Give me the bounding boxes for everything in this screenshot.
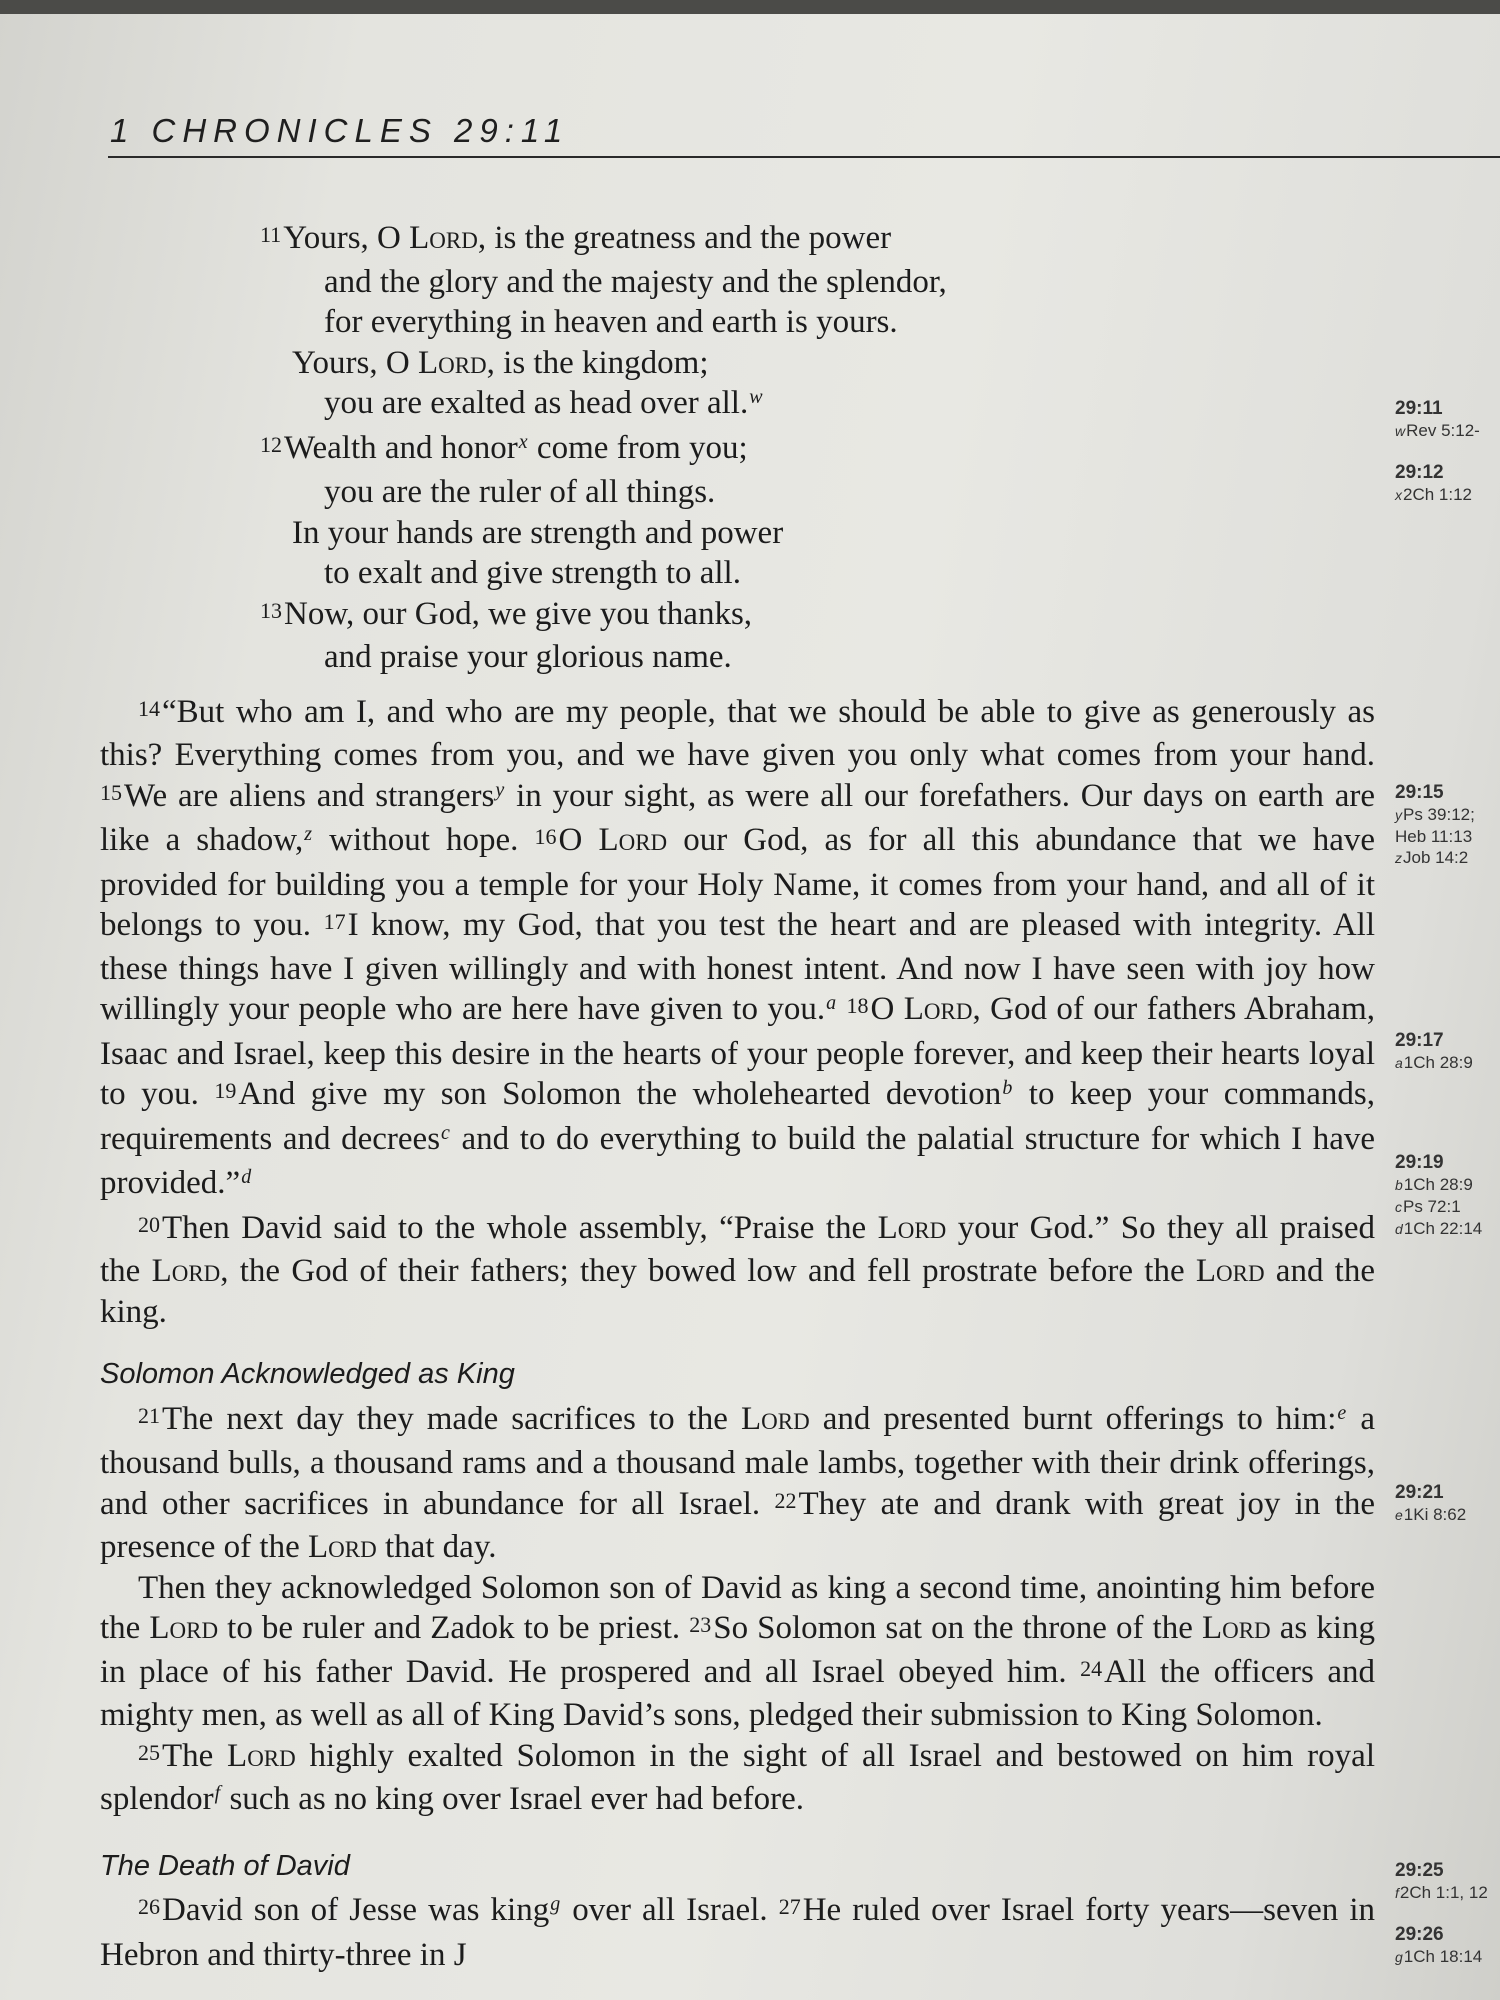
paragraph (100, 1890, 1375, 1975)
text-run: come from you; (528, 429, 748, 466)
footnote-marker: x (518, 430, 528, 453)
poetry-line (100, 594, 1375, 638)
cross-reference (1395, 462, 1472, 506)
cross-reference-line (1395, 1504, 1466, 1526)
cross-reference-verse: 29:26 (1395, 1924, 1444, 1945)
footnote-marker: d (241, 1166, 252, 1188)
cross-reference (1395, 398, 1480, 442)
text-run: our God, as for all this abundance that we have provided for building you a temple for your Holy Name, it comes from your hand, and all of it belongs to you. (100, 822, 1376, 943)
paragraph (100, 692, 1375, 1208)
cross-reference-text: Heb 11:13 (1395, 827, 1473, 846)
text-run: Then David said to the whole assembly, “Praise the (162, 1209, 878, 1246)
text-run: David son of Jesse was king (162, 1892, 550, 1928)
verse-number: 13 (260, 597, 282, 623)
text-run: In your hands are strength and power (292, 514, 784, 551)
text-run: Yours, O (292, 344, 418, 381)
text-run (837, 991, 846, 1027)
poetry-line (100, 218, 1375, 262)
cross-reference-line (1395, 1946, 1482, 1968)
text-run: So Solomon sat on the throne of the (713, 1610, 1202, 1646)
cross-reference (1395, 1924, 1482, 1968)
cross-reference-letter: y (1395, 807, 1402, 823)
text-run: such as no king over Israel ever had before. (221, 1781, 804, 1817)
section-heading-solomon: Solomon Acknowledged as King (100, 1358, 515, 1390)
text-run: Yours, O (283, 220, 410, 256)
poetry-line (100, 383, 1375, 428)
cross-reference-line (1395, 1196, 1482, 1218)
divine-name: Lord (740, 1400, 810, 1437)
text-run: and praise your glorious name. (324, 639, 732, 675)
divine-name: Lord (149, 1610, 219, 1646)
verse-number: 26 (138, 1894, 160, 1919)
cross-reference-text: Ps 72:1 (1403, 1197, 1461, 1216)
cross-reference-text: 1Ch 28:9 (1403, 1175, 1473, 1194)
cross-reference-letter: e (1395, 1507, 1403, 1523)
text-run: in your sight, as were all our forefathers. Our days on earth are like a shadow, (100, 777, 1375, 858)
cross-reference-line (1395, 484, 1472, 506)
cross-reference-verse: 29:19 (1395, 1152, 1444, 1173)
verse-number: 16 (534, 824, 557, 849)
text-run: I know, my God, that you test the heart and are pleased with integrity. All these things have I given willingly and with honest intent. And now I have seen with joy how willingly your people who are here have given to you. (100, 907, 1376, 1027)
footnote-marker: y (495, 778, 505, 801)
divine-name: Lord (307, 1529, 377, 1565)
text-run: , is the kingdom; (486, 344, 709, 381)
cross-reference-text: 1Ch 22:14 (1403, 1219, 1483, 1238)
running-head: 1 CHRONICLES 29:11 (110, 112, 570, 149)
cross-reference-verse: 29:15 (1395, 782, 1444, 803)
cross-reference-line (1395, 1882, 1488, 1904)
cross-reference-letter: z (1395, 850, 1402, 866)
verse-number: 12 (260, 431, 282, 457)
footnote-marker: b (1002, 1077, 1013, 1099)
prose-block-3 (100, 1890, 1375, 1975)
cross-reference-verse: 29:25 (1395, 1860, 1444, 1881)
text-run: We are aliens and strangers (124, 777, 495, 814)
footnote-marker: z (304, 823, 313, 845)
text-run: to be ruler and Zadok to be priest. (218, 1610, 690, 1646)
text-run: as king in place of his father David. He prospered and all Israel obeyed him. (100, 1610, 1375, 1690)
paragraph (100, 1399, 1375, 1568)
text-run: Now, our God, we give you thanks, (284, 595, 753, 632)
cross-reference-line (1395, 847, 1475, 869)
poetry-line (100, 472, 1375, 513)
divine-name: Lord (409, 220, 478, 256)
page-top-edge (0, 0, 1500, 14)
cross-reference-letter: d (1395, 1221, 1403, 1237)
header-rule (108, 156, 1500, 158)
text-run: without hope. (313, 822, 535, 858)
verse-number: 25 (138, 1739, 160, 1765)
cross-reference-letter: x (1395, 487, 1402, 503)
cross-reference (1395, 1030, 1473, 1074)
poetry-line (100, 302, 1375, 343)
text-run: you are the ruler of all things. (324, 474, 716, 510)
verse-number: 19 (214, 1078, 237, 1103)
text-run: a thousand bulls, a thousand rams and a thousand male lambs, together with their drink offerings, and other sacrifices in abundance for all Israel. (100, 1400, 1375, 1522)
text-run: and the king. (100, 1253, 1375, 1330)
cross-reference-letter: g (1395, 1949, 1403, 1965)
cross-reference-line (1395, 804, 1475, 826)
footnote-marker: e (1337, 1401, 1347, 1424)
cross-reference-line (1395, 1218, 1482, 1240)
cross-reference-text: Job 14:2 (1403, 848, 1469, 867)
footnote-marker: a (826, 992, 837, 1014)
cross-reference-text: 1Ch 28:9 (1403, 1053, 1473, 1072)
divine-name: Lord (151, 1253, 221, 1289)
main-text-column (100, 218, 1375, 1975)
divine-name: Lord (903, 991, 973, 1027)
paragraph (100, 1208, 1375, 1333)
paragraph (100, 1568, 1375, 1736)
cross-reference-text: 2Ch 1:1, 12 (1399, 1883, 1488, 1902)
text-run: to exalt and give strength to all. (324, 555, 741, 591)
cross-reference (1395, 1152, 1482, 1240)
cross-reference-text: 1Ki 8:62 (1403, 1505, 1467, 1524)
verse-number: 17 (323, 909, 346, 934)
poetry-line (100, 513, 1375, 554)
footnote-marker: g (550, 1893, 561, 1915)
text-run: to keep your commands, requirements and decrees (100, 1076, 1375, 1157)
verse-number: 22 (774, 1487, 797, 1513)
verse-number: 23 (689, 1612, 712, 1637)
text-run: highly exalted Solomon in the sight of all Israel and bestowed on him royal splendor (100, 1737, 1375, 1817)
cross-reference (1395, 1860, 1488, 1904)
text-run: and the glory and the majesty and the splendor, (324, 263, 947, 300)
cross-reference (1395, 1482, 1466, 1526)
text-run: , is the greatness and the power (477, 220, 892, 256)
text-run: He ruled over Israel forty years—seven in Hebron and thirty-three in J (100, 1892, 1376, 1973)
poetry-line (100, 343, 1375, 384)
text-run: The next day they made sacrifices to the (162, 1400, 741, 1437)
cross-reference-text: 2Ch 1:12 (1403, 485, 1472, 504)
cross-reference-text: Ps 39:12; (1403, 805, 1475, 824)
cross-reference-verse: 29:21 (1395, 1482, 1444, 1503)
footnote-marker: w (749, 386, 763, 408)
verse-number: 21 (138, 1402, 160, 1428)
verse-number: 18 (846, 993, 869, 1018)
verse-number: 27 (778, 1894, 801, 1919)
text-run: The (162, 1737, 228, 1774)
divine-name: Lord (1201, 1610, 1271, 1646)
cross-reference-text: 1Ch 18:14 (1403, 1947, 1483, 1966)
poetry-line (100, 637, 1375, 678)
text-run: O (558, 822, 599, 858)
text-run: , the God of their fathers; they bowed low and fell prostrate before the (220, 1253, 1196, 1289)
prose-block-1 (100, 692, 1375, 1333)
cross-reference-verse: 29:17 (1395, 1030, 1444, 1051)
poetry-block (100, 218, 1375, 678)
footnote-marker: c (441, 1121, 450, 1144)
text-run: All the officers and mighty men, as well as all of King David’s sons, pledged their submission to King Solomon. (100, 1653, 1375, 1733)
divine-name: Lord (598, 822, 668, 858)
footnote-marker: f (214, 1782, 221, 1804)
text-run: and presented burnt offerings to him: (809, 1400, 1337, 1437)
cross-reference-line (1395, 420, 1480, 442)
text-run: that day. (376, 1529, 497, 1565)
poetry-line (100, 428, 1375, 473)
verse-number: 15 (100, 779, 122, 805)
text-run: you are exalted as head over all. (324, 385, 749, 421)
section-heading-death-of-david: The Death of David (100, 1849, 350, 1882)
text-run: your God.” So they all praised the (100, 1209, 1375, 1289)
cross-reference-line (1395, 1052, 1473, 1074)
cross-reference-verse: 29:12 (1395, 462, 1444, 483)
text-run: Then they acknowledged Solomon son of David as king a second time, anointing him before the (100, 1569, 1375, 1646)
cross-reference-letter: b (1395, 1177, 1403, 1193)
verse-number: 24 (1080, 1655, 1103, 1681)
divine-name: Lord (1195, 1253, 1265, 1289)
prose-block-2 (100, 1399, 1375, 1824)
text-run: They ate and drank with great joy in the presence of the (100, 1485, 1375, 1565)
poetry-line (100, 553, 1375, 594)
cross-reference-verse: 29:11 (1395, 398, 1443, 419)
cross-reference (1395, 782, 1475, 869)
verse-number: 11 (260, 222, 282, 247)
cross-reference-letter: c (1395, 1199, 1402, 1215)
text-run: Wealth and honor (284, 429, 518, 466)
text-run: over all Israel. (561, 1892, 779, 1928)
cross-reference-letter: w (1395, 423, 1406, 439)
text-run: , God of our fathers Abraham, Isaac and Israel, keep this desire in the hearts of your people forever, and keep their hearts loyal to you. (100, 991, 1375, 1112)
cross-reference-line (1395, 826, 1475, 847)
verse-number: 14 (138, 695, 160, 721)
divine-name: Lord (227, 1737, 296, 1774)
verse-number: 20 (138, 1211, 160, 1237)
cross-reference-line (1395, 1174, 1482, 1196)
divine-name: Lord (877, 1209, 947, 1246)
poetry-line (100, 262, 1375, 303)
text-run: and to do everything to build the palatial structure for which I have provided.” (100, 1120, 1375, 1201)
text-run: “But who am I, and who are my people, that we should be able to give as generously as this? Everything comes from you, and we have given you only what comes from your hand. (100, 693, 1375, 773)
cross-reference-text: Rev 5:12- (1406, 421, 1480, 440)
cross-reference-letter: f (1395, 1885, 1399, 1901)
text-run: And give my son Solomon the wholehearted devotion (238, 1076, 1002, 1112)
divine-name: Lord (417, 344, 487, 381)
text-run: for everything in heaven and earth is yours. (324, 304, 898, 340)
cross-reference-letter: a (1395, 1055, 1403, 1071)
paragraph (100, 1736, 1375, 1824)
text-run: O (870, 991, 904, 1027)
